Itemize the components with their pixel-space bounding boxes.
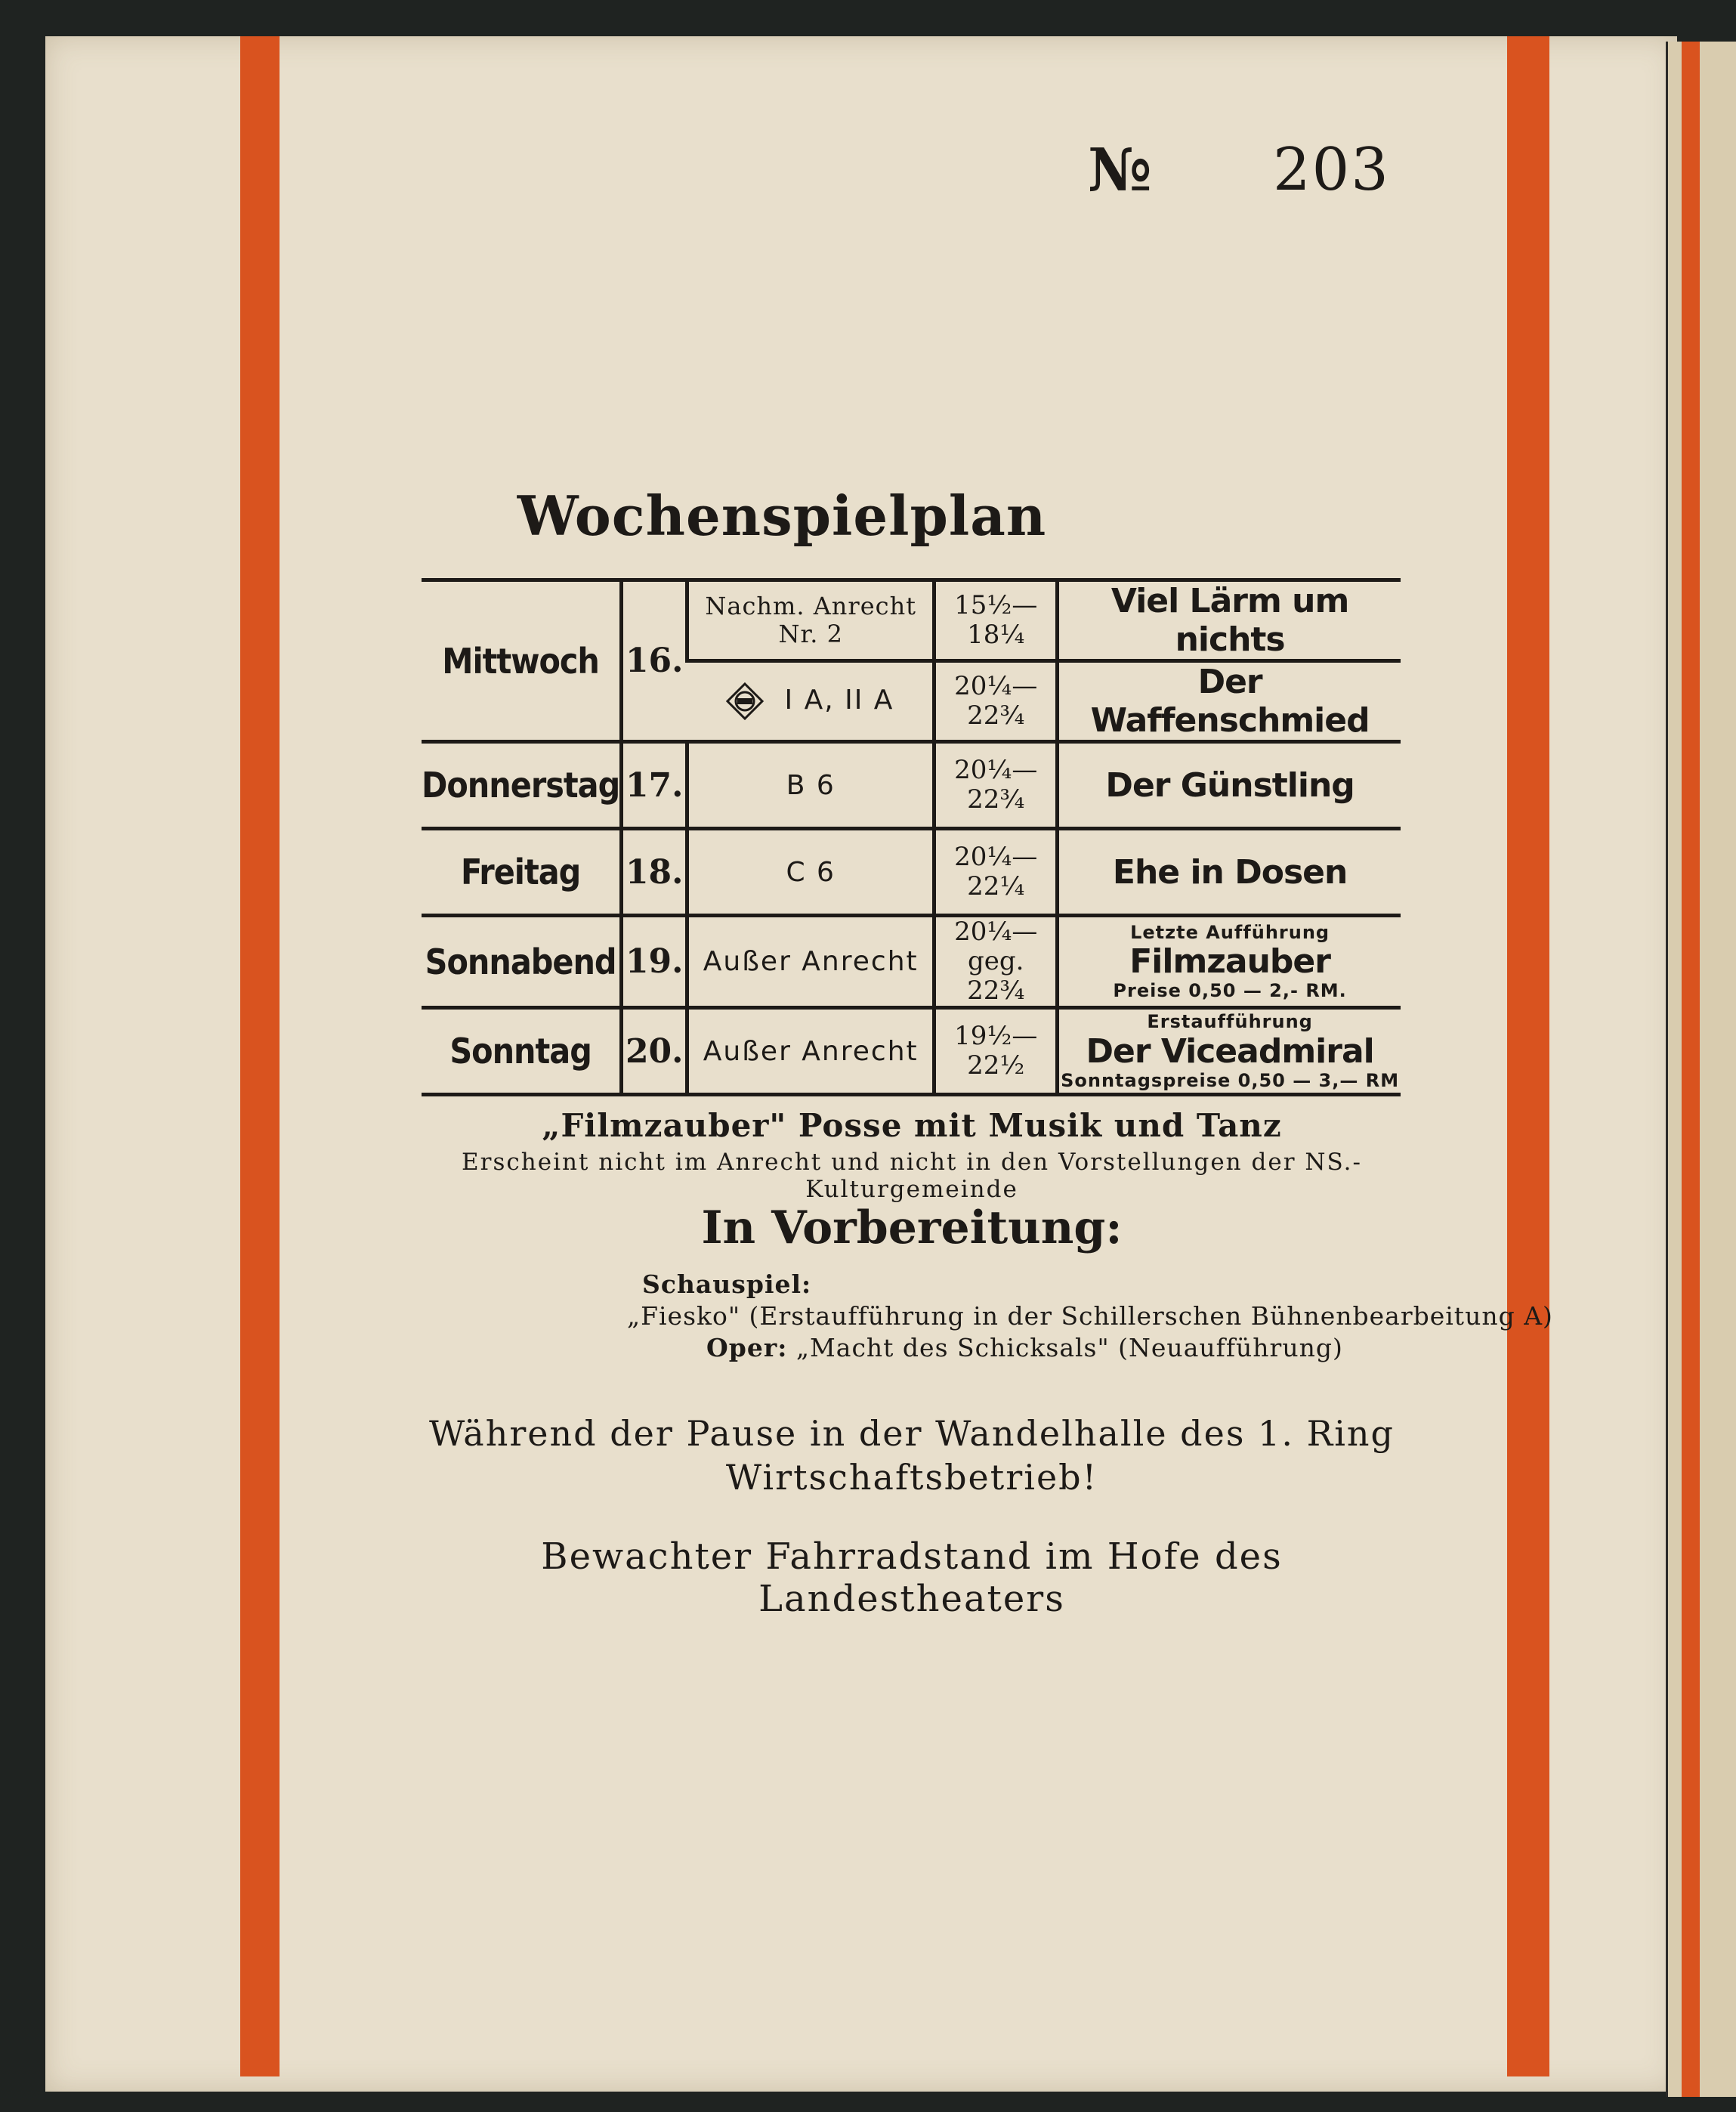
- date-cell: 16.: [622, 580, 687, 742]
- time-cell: [934, 916, 1058, 1008]
- play-cell: Viel Lärm um nichts: [1058, 580, 1401, 661]
- day-cell: Freitag: [422, 829, 622, 916]
- day-cell: Sonnabend: [422, 916, 622, 1008]
- table-row: [422, 829, 1401, 916]
- time-cell: [934, 1008, 1058, 1095]
- issue-number: 203: [1273, 136, 1390, 204]
- subscription-text: I A, II A: [784, 685, 894, 716]
- time-start: 20¼—: [954, 670, 1038, 701]
- subscription-cell: [687, 580, 934, 661]
- subscription-cell: C 6: [687, 829, 934, 916]
- time-cell: [934, 829, 1058, 916]
- time-end: 18¼: [967, 620, 1025, 650]
- time-end: 22½: [967, 1050, 1025, 1081]
- play-cell: [1058, 1008, 1401, 1095]
- oper-text: „Macht des Schicksals" (Neuaufführung): [795, 1333, 1343, 1362]
- right-red-stripe: [1507, 36, 1549, 2076]
- time-start: 19½—: [954, 1021, 1038, 1052]
- table-row: [422, 742, 1401, 829]
- time-cell: [934, 661, 1058, 742]
- time-cell: [934, 580, 1058, 661]
- issue-number-label: №: [1088, 136, 1154, 205]
- oper-entry: [706, 1333, 1343, 1362]
- table-row: [422, 916, 1401, 1008]
- kdf-emblem-icon: [726, 682, 764, 720]
- subscription-line: Nr. 2: [778, 620, 843, 648]
- table-row: [422, 580, 1401, 661]
- date-cell: 20.: [622, 1008, 687, 1095]
- left-red-stripe: [240, 36, 280, 2076]
- play-cell: Ehe in Dosen: [1058, 829, 1401, 916]
- schauspiel-label: Schauspiel:: [642, 1269, 812, 1299]
- oper-label: Oper:: [706, 1333, 788, 1362]
- bike-stand-notice: Bewachter Fahrradstand im Hofe des Landestheaters: [541, 1535, 1283, 1620]
- subscription-notice: Erscheint nicht im Anrecht und nicht in den Vorstellungen der NS.-Kulturgemeinde: [462, 1149, 1362, 1203]
- next-page-stripe: [1682, 42, 1700, 2097]
- subscription-cell: B 6: [687, 742, 934, 829]
- date-cell: 18.: [622, 829, 687, 916]
- pause-notice-line2: Wirtschaftsbetrieb!: [725, 1457, 1098, 1498]
- subscription-cell: Außer Anrecht: [687, 1008, 934, 1095]
- time-cell: [934, 742, 1058, 829]
- table-row: [422, 1008, 1401, 1095]
- play-note-below: Preise 0,50 — 2,- RM.: [1113, 980, 1347, 1002]
- play-cell: Der Waffenschmied: [1058, 661, 1401, 742]
- play-cell: [1058, 916, 1401, 1008]
- play-title: Filmzauber: [1129, 942, 1330, 982]
- play-note-above: Erstaufführung: [1147, 1011, 1313, 1033]
- time-start: 20¼—: [954, 841, 1038, 872]
- day-cell: Sonntag: [422, 1008, 622, 1095]
- time-end: geg. 22¾: [967, 946, 1025, 1007]
- day-cell: Donnerstag: [422, 742, 622, 829]
- time-start: 20¼—: [954, 754, 1038, 785]
- play-cell: Der Günstling: [1058, 742, 1401, 829]
- next-page-edge: [1666, 42, 1736, 2097]
- time-end: 22¾: [967, 700, 1025, 731]
- subscription-cell: Außer Anrecht: [687, 916, 934, 1008]
- preparation-heading: In Vorbereitung:: [701, 1201, 1123, 1254]
- date-cell: 17.: [622, 742, 687, 829]
- date-cell: 19.: [622, 916, 687, 1008]
- page-title: Wochenspielplan: [517, 484, 1047, 548]
- time-end: 22¼: [967, 871, 1025, 901]
- filmzauber-note: „Filmzauber" Posse mit Musik und Tanz: [542, 1107, 1282, 1144]
- time-start: 15½—: [954, 589, 1038, 620]
- weekly-schedule-table: [422, 578, 1401, 1096]
- time-end: 22¾: [967, 784, 1025, 815]
- pause-notice-line1: Während der Pause in der Wandelhalle des 1. Ring: [428, 1413, 1395, 1454]
- play-note-above: Letzte Aufführung: [1130, 921, 1330, 943]
- schauspiel-entry: „Fiesko" (Erstaufführung in der Schillerschen Bühnenbearbeitung A): [627, 1301, 1553, 1331]
- day-cell: Mittwoch: [422, 580, 622, 742]
- play-note-below: Sonntagspreise 0,50 — 3,— RM: [1061, 1069, 1400, 1091]
- subscription-cell: [687, 661, 934, 742]
- time-start: 20¼—: [954, 917, 1038, 947]
- play-title: Der Viceadmiral: [1086, 1031, 1374, 1071]
- subscription-line: Nachm. Anrecht: [705, 592, 917, 621]
